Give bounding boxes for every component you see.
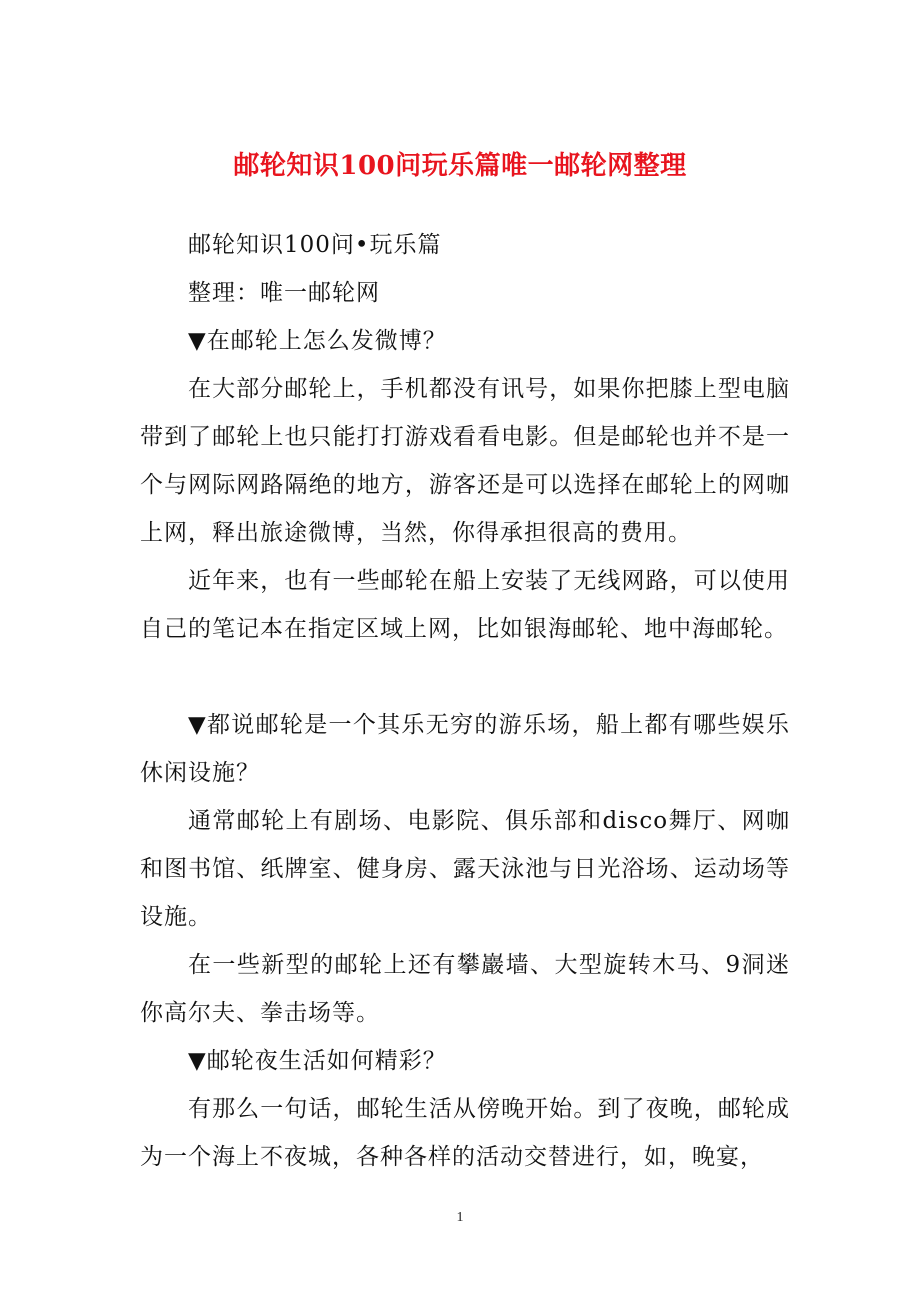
document-title: 邮轮知识100问玩乐篇唯一邮轮网整理 bbox=[233, 151, 687, 181]
question-heading: ▼在邮轮上怎么发微博？ bbox=[188, 328, 447, 354]
answer-paragraph: 在大部分邮轮上，手机都没有讯号，如果你把膝上型电脑带到了邮轮上也只能打打游戏看看电影。但是邮轮也并不是一个与网际网路隔绝的地方，游客还是可以选择在邮轮上的网咖上网，释出旅途微博，当然，你得承担很高的费用。 bbox=[140, 376, 790, 546]
subtitle-line: 邮轮知识100问•玩乐篇 bbox=[188, 232, 442, 258]
answer-paragraph: 有那么一句话，邮轮生活从傍晚开始。到了夜晚，邮轮成为一个海上不夜城，各种各样的活动交替进行，如，晚宴， bbox=[140, 1096, 790, 1170]
answer-paragraph: 近年来，也有一些邮轮在船上安装了无线网路，可以使用自己的笔记本在指定区域上网，比如银海邮轮、地中海邮轮。 bbox=[140, 568, 790, 642]
page-number: 1 bbox=[456, 1210, 464, 1225]
editor-line: 整理：唯一邮轮网 bbox=[188, 280, 380, 306]
answer-paragraph: 在一些新型的邮轮上还有攀巖墙、大型旋转木马、9洞迷你高尔夫、拳击场等。 bbox=[140, 952, 790, 1026]
question-heading: ▼邮轮夜生活如何精彩？ bbox=[188, 1048, 447, 1074]
question-heading: ▼都说邮轮是一个其乐无穷的游乐场，船上都有哪些娱乐休闲设施？ bbox=[140, 712, 790, 786]
answer-paragraph: 通常邮轮上有剧场、电影院、俱乐部和disco舞厅、网咖和图书馆、纸牌室、健身房、露天泳池与日光浴场、运动场等设施。 bbox=[140, 808, 790, 930]
